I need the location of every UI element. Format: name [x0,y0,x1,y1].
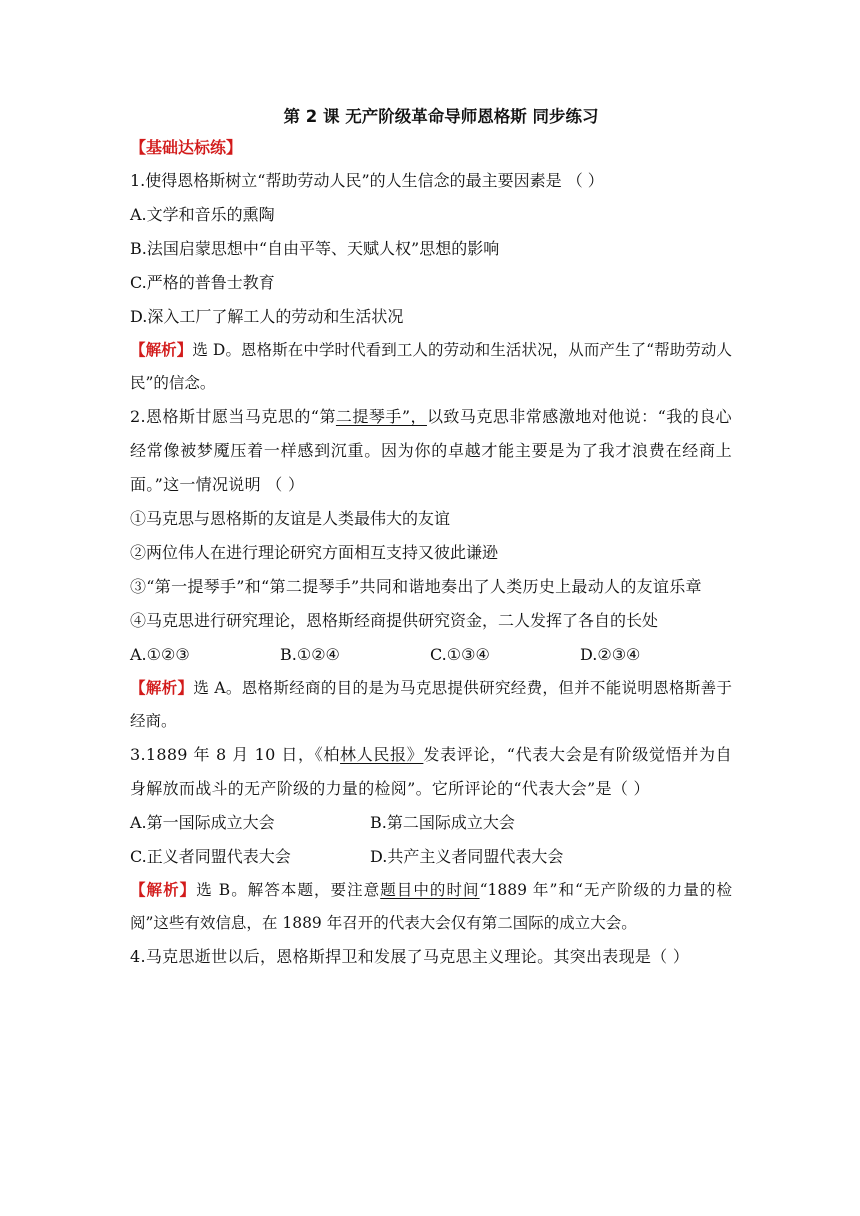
analysis-text: “1889 年”和“无产阶级的力量的检阅”这些有效信息，在 1889 年召开的代表大会仅有第二国际的成立大会。 [130,881,732,932]
statement-3: ③“第一提琴手”和“第二提琴手”共同和谐地奏出了人类历史上最动人的友谊乐章 [130,577,702,596]
question-4 [130,940,732,974]
analysis [130,334,732,400]
question-stem [130,400,732,502]
option-c: C.①③④ [430,645,490,664]
statement-2: ②两位伟人在进行理论研究方面相互支持又彼此谦逊 [130,543,499,562]
section-label: 【基础达标练】 [130,138,243,157]
option-row [130,840,732,874]
question-stem [130,738,732,806]
analysis [130,672,732,738]
option-d: D.②③④ [580,645,641,664]
analysis-tag: 【解析】 [130,679,194,697]
statement-4: ④马克思进行研究理论，恩格斯经商提供研究资金，二人发挥了各自的长处 [130,611,659,630]
analysis-tag: 【解析】 [130,341,193,359]
analysis-text: 选 B。解答本题，要注意 [196,881,381,899]
stem-underlined: 林人民报》 [340,745,424,764]
stem-part: 2.恩格斯甘愿当马克思的“第 [130,407,336,426]
option-b: B.①②④ [280,645,340,664]
option-a: A.文学和音乐的熏陶 [130,205,275,224]
analysis [130,874,732,940]
question-3 [130,738,732,940]
option-d: D.共产主义者同盟代表大会 [370,847,564,866]
stem-part: 3.1889 年 8 月 10 日，《柏 [130,745,341,764]
analysis-underlined: 题目中的时间 [380,881,480,899]
option-b: B.法国启蒙思想中“自由平等、天赋人权”思想的影响 [130,239,500,258]
option-a: A.第一国际成立大会 [130,813,275,832]
question-2 [130,400,732,738]
option-c: C.严格的普鲁士教育 [130,273,275,292]
option-a: A.①②③ [130,645,190,664]
option-row [130,638,732,672]
analysis-text: 选 A。恩格斯经商的目的是为马克思提供研究经费，但并不能说明恩格斯善于经商。 [130,679,732,730]
question-stem: 1.使得恩格斯树立“帮助劳动人民”的人生信念的最主要因素是 （ ） [130,171,604,190]
question-stem: 4.马克思逝世以后，恩格斯捍卫和发展了马克思主义理论。其突出表现是（ ） [130,947,690,966]
stem-underlined: 二提琴手”， [335,407,427,426]
analysis-tag: 【解析】 [130,881,197,899]
option-row [130,806,732,840]
question-1 [130,164,732,400]
option-b: B.第二国际成立大会 [370,813,515,832]
option-d: D.深入工厂了解工人的劳动和生活状况 [130,307,404,326]
stem-part: 以致马克思非常感激地对他说：“我的良心经常像被梦魇压着一样感到沉重。因为你的卓越才能主要是为了我才浪费在经商上面。”这一情况说明 （ ） [130,407,732,494]
page-title: 第 2 课 无产阶级革命导师恩格斯 同步练习 [283,107,599,126]
analysis-text: 选 D。恩格斯在中学时代看到工人的劳动和生活状况，从而产生了“帮助劳动人民”的信念。 [130,341,732,392]
worksheet-page [130,102,732,974]
stem-part: 发表评论，“代表大会是有阶级觉悟并为自身解放而战斗的无产阶级的力量的检阅”。它所评论的“代表大会”是（ ） [130,745,732,798]
option-c: C.正义者同盟代表大会 [130,847,291,866]
statement-1: ①马克思与恩格斯的友谊是人类最伟大的友谊 [130,509,451,528]
